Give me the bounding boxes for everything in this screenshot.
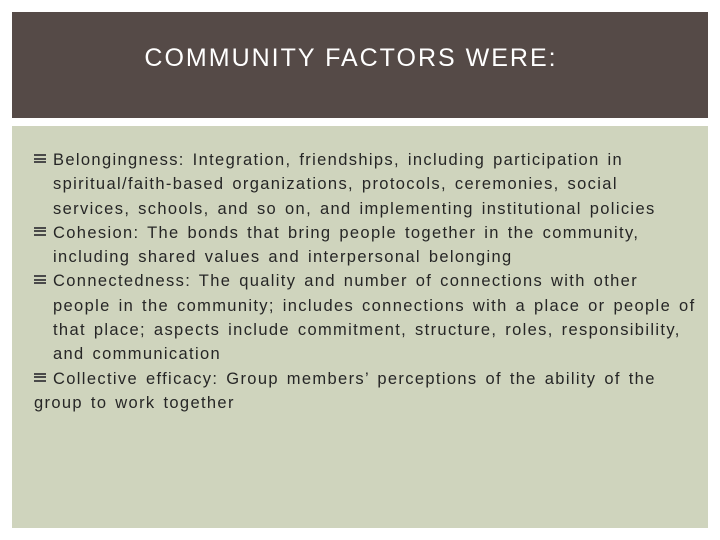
bullet-bars-icon <box>34 227 46 239</box>
bullet-bars-icon <box>34 373 46 385</box>
title-bar <box>12 12 708 118</box>
bullet-item-belongingness <box>34 148 702 221</box>
bullet-item-cohesion <box>34 221 702 270</box>
bullet-bars-icon <box>34 275 46 287</box>
bullet-text: Collective efficacy: Group members’ perceptions of the ability of the group to work together <box>34 369 656 412</box>
content-panel <box>12 126 708 528</box>
bullet-item-connectedness <box>34 269 702 366</box>
bullet-text: Connectedness: The quality and number of connections with other people in the community; includes connections with a place or people of that place; aspects include commitment, structure, roles, responsibility, and communication <box>53 272 696 364</box>
bullet-item-collective-efficacy <box>34 367 702 416</box>
bullet-text: Belongingness: Integration, friendships, including participation in spiritual/faith-based organizations, protocols, ceremonies, social services, schools, and so on, and implementing institutional policies <box>53 151 656 218</box>
slide-title: COMMUNITY FACTORS WERE: <box>144 43 558 72</box>
bullet-bars-icon <box>34 154 46 166</box>
bullet-text: Cohesion: The bonds that bring people together in the community, including shared values and interpersonal belonging <box>53 223 640 267</box>
bullet-list <box>34 148 702 415</box>
